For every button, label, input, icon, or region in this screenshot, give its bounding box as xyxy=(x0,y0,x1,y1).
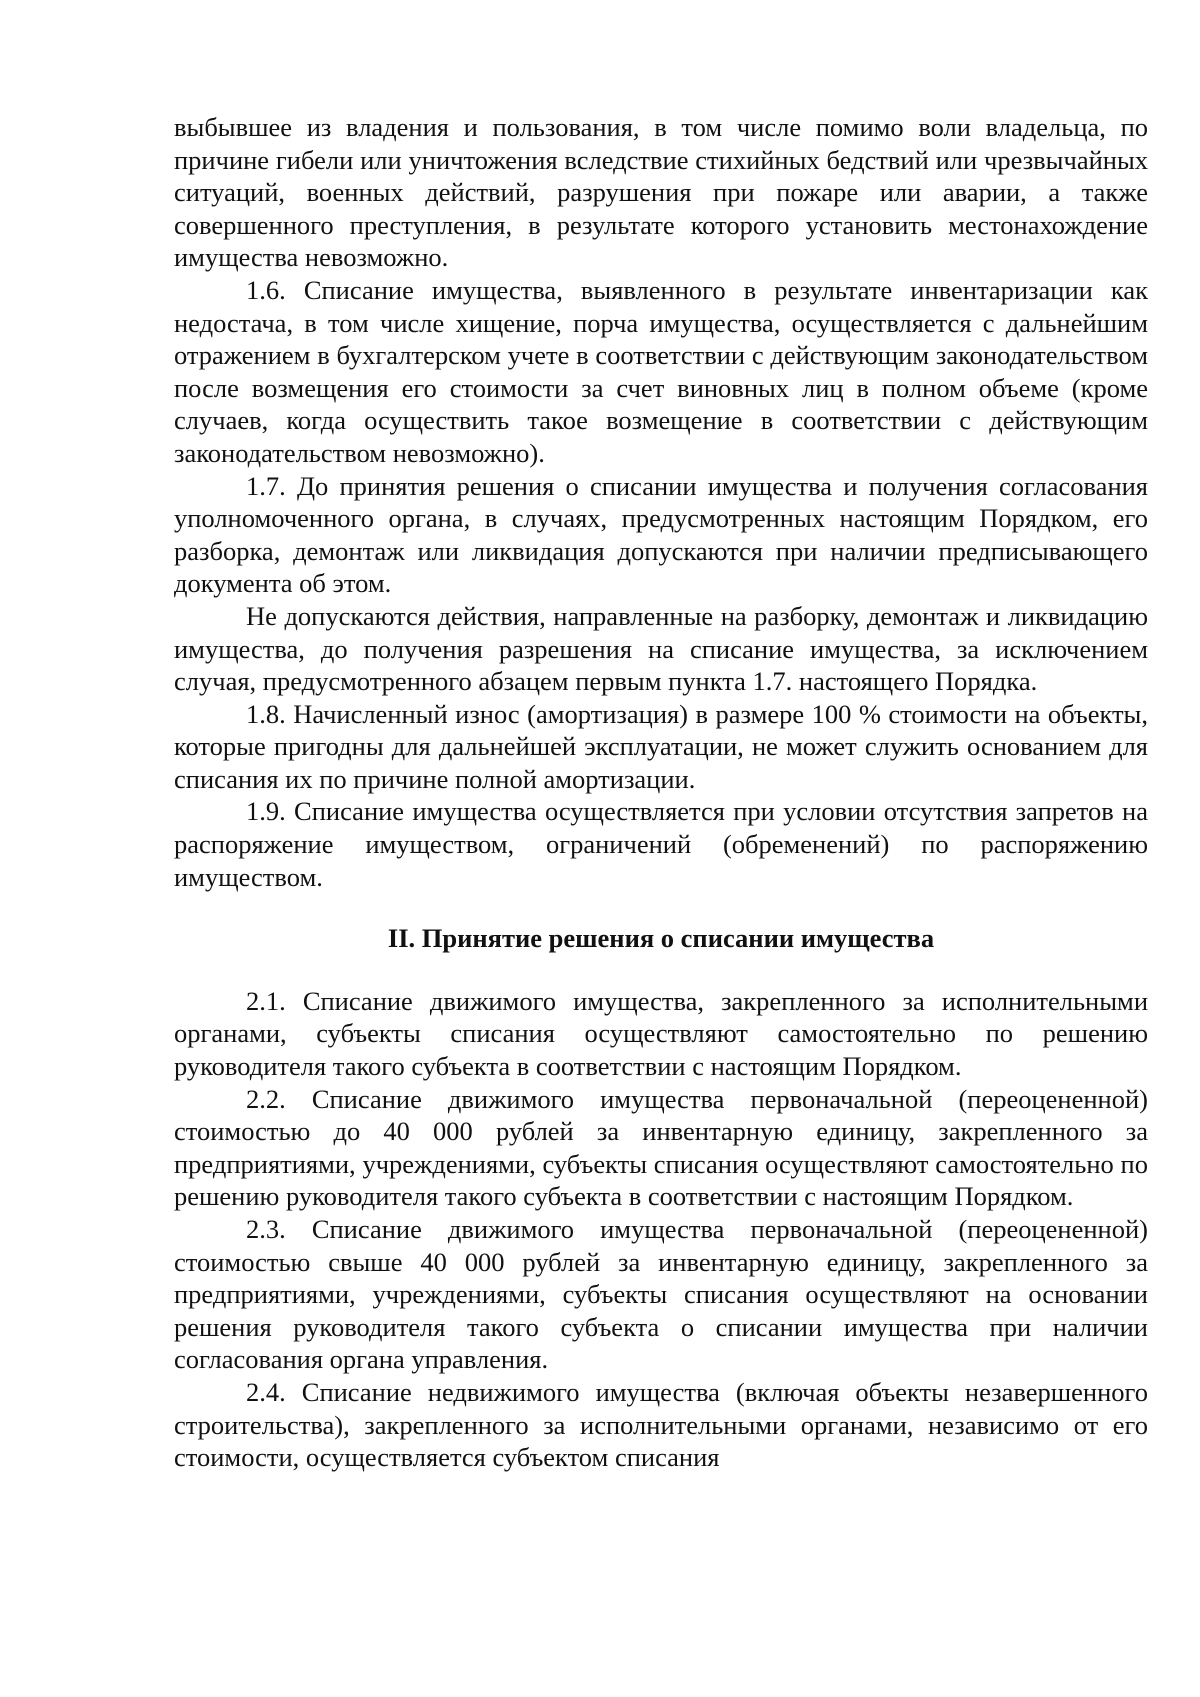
paragraph-2-4: 2.4. Списание недвижимого имущества (включая объекты незавершенного строительства), закрепленного за исполнительными органами, независимо от его стоимости, осуществляется субъектом списания xyxy=(174,1376,1148,1473)
paragraph-1-9: 1.9. Списание имущества осуществляется при условии отсутствия запретов на распоряжение имуществом, ограничений (обременений) по распоряжению имуществом. xyxy=(174,796,1148,892)
paragraph-1-7-abzac: Не допускаются действия, направленные на разборку, демонтаж и ликвидацию имущества, до получения разрешения на списание имущества, за исключением случая, предусмотренного абзацем первым пункта 1.7. настоящего Порядка. xyxy=(174,600,1148,697)
section-heading: II. Принятие решения о списании имущества xyxy=(387,923,935,954)
paragraph-continuation: выбывшее из владения и пользования, в том числе помимо воли владельца, по причине гибели или уничтожения вследствие стихийных бедствий или чрезвычайных ситуаций, военных действий, разрушения при пожаре или аварии, а также совершенного преступления, в результате которого установить местонахождение имущества невозможно. xyxy=(174,112,1148,273)
document-body xyxy=(174,111,1148,1474)
paragraph-1-6: 1.6. Списание имущества, выявленного в результате инвентаризации как недостача, в том числе хищение, порча имущества, осуществляется с дальнейшим отражением в бухгалтерском учете в соответствии с действующим законодательством после возмещения его стоимости за счет виновных лиц в полном объеме (кроме случаев, когда осуществить такое возмещение в соответствии с действующим законодательством невозможно). xyxy=(174,274,1148,468)
paragraph-1-8: 1.8. Начисленный износ (амортизация) в размере 100 % стоимости на объекты, которые пригодны для дальнейшей эксплуатации, не может служить основанием для списания их по причине полной амортизации. xyxy=(174,698,1148,794)
paragraph-2-1: 2.1. Списание движимого имущества, закрепленного за исполнительными органами, субъекты списания осуществляют самостоятельно по решению руководителя такого субъекта в соответствии с настоящим Порядком. xyxy=(174,985,1148,1082)
paragraph-1-7: 1.7. До принятия решения о списании имущества и получения согласования уполномоченного органа, в случаях, предусмотренных настоящим Порядком, его разборка, демонтаж или ликвидация допускаются при наличии предписывающего документа об этом. xyxy=(174,470,1148,599)
paragraph-2-3: 2.3. Списание движимого имущества первоначальной (переоцененной) стоимостью свыше 40 000 рублей за инвентарную единицу, закрепленного за предприятиями, учреждениями, субъекты списания осуществляют на основании решения руководителя такого субъекта о списании имущества при наличии согласования органа управления. xyxy=(174,1214,1148,1375)
paragraph-2-2: 2.2. Списание движимого имущества первоначальной (переоцененной) стоимостью до 40 000 рублей за инвентарную единицу, закрепленного за предприятиями, учреждениями, субъекты списания осуществляют самостоятельно по решению руководителя такого субъекта в соответствии с настоящим Порядком. xyxy=(174,1083,1148,1212)
